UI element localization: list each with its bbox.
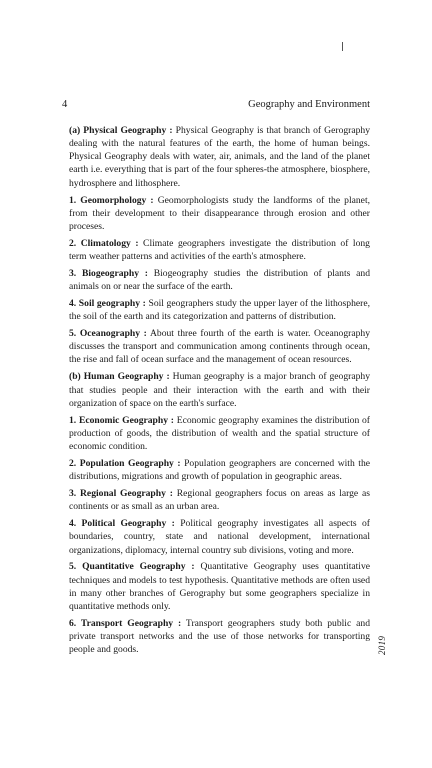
paragraph-heading: 5. Oceanography : [69,328,147,340]
paragraph-text: Population geographers are concerned with the distributions, migrations and growth of population in geographic areas. [69,457,370,483]
paragraph-heading: 6. Transport Geography : [69,617,182,629]
paragraph-population-geography [69,457,370,483]
paragraph-text: Climate geographers investigate the distribution of long term weather patterns and activities of the earth's atmosphere. [69,237,370,262]
running-title: Geography and Environment [248,99,370,110]
paragraph-quantitative-geography [69,560,370,613]
paragraph-soil-geography [69,297,370,323]
paragraph-heading: 5. Quantitative Geography : [69,561,195,573]
paragraph-human-geography [69,370,370,409]
paragraph-heading: (b) Human Geography : [69,371,170,383]
paragraph-political-geography [69,517,370,556]
paragraph-heading: (a) Physical Geography : [69,125,173,136]
page-edge-mark [342,42,343,51]
paragraph-text: Regional geographers focus on areas as large as continents or as small as an urban area. [69,488,370,513]
paragraph-text: Physical Geography is that branch of Gerography dealing with the natural features of the earth, the home of human beings. Physical Geography deals with water, air, animals, and the land of the planet earth i.e. everything that is part of the four spheres-the atmosphere, biosphere, hydrosphere and lithosphere. [69,125,371,189]
paragraph-heading: 4. Political Geography : [69,518,175,530]
paragraph-text: Soil geographers study the upper layer of the lithosphere, the soil of the earth and its categorization and patterns of distribution. [69,298,370,323]
paragraph-oceanography [69,327,370,366]
paragraph-heading: 1. Economic Geography : [69,414,174,426]
paragraph-text: Quantitative Geography uses quantitative techniques and models to test hypothesis. Quantitative methods are often used in many other branches of Gerography but some geographers specialize in quantitative methods only. [69,561,370,612]
paragraph-climatology [69,237,370,263]
side-year-label: 2019 [377,635,387,655]
paragraph-text: Human geography is a major branch of geography that studies people and their interaction with the earth and with their organization of space on the earth's surface. [69,371,370,409]
paragraph-text: Geomorphologists study the landforms of the planet, from their development to their disappearance through erosion and other proceses. [69,194,371,232]
paragraph-regional-geography [69,487,370,513]
paragraph-text: Economic geography examines the distribution of production of goods, the distribution of wealth and the spatial structure of economic condition. [69,414,370,453]
paragraph-transport-geography [69,617,370,656]
paragraph-economic-geography [69,414,370,453]
paragraph-text: Political geography investigates all aspects of boundaries, country, state and national development, international organizations, diplomacy, internal country sub divisions, voting and more. [69,518,370,556]
page-number: 4 [62,99,68,110]
paragraph-geomorphology [69,194,370,233]
paragraph-heading: 3. Biogeography : [69,267,148,279]
page-body [69,124,370,660]
paragraph-heading: 2. Climatology : [69,237,139,249]
paragraph-physical-geography [69,124,370,190]
paragraph-heading: 1. Geomorphology : [69,194,154,206]
paragraph-text: About three fourth of the earth is water. Oceanography discusses the transport and communication among continents through ocean, the rise and fall of ocean surface and the management of ocean resources. [69,328,370,366]
paragraph-text: Biogeography studies the distribution of plants and animals on or near the surface of the earth. [69,267,370,293]
paragraph-heading: 2. Population Geography : [69,457,181,469]
paragraph-text: Transport geographers study both public and private transport networks and the use of those networks for transporting people and goods. [69,617,370,656]
paragraph-heading: 4. Soil geography : [69,298,146,310]
page-header [62,99,370,111]
paragraph-heading: 3. Regional Geography : [69,488,173,500]
paragraph-biogeography [69,267,370,293]
